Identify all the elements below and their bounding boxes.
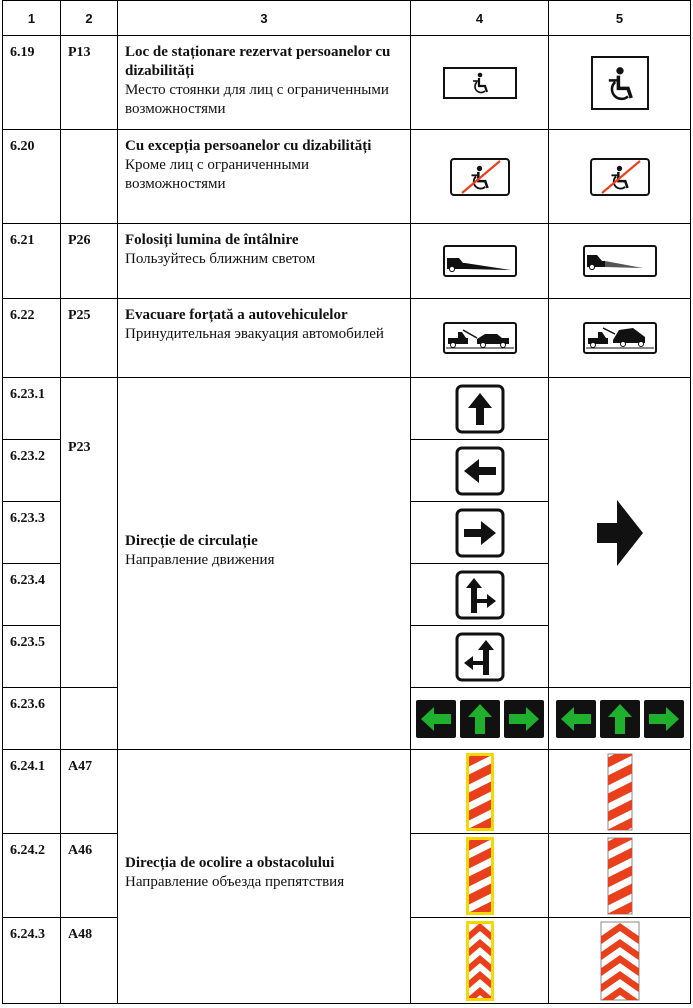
row-code: P13	[61, 36, 118, 130]
col-header-2: 2	[61, 1, 118, 36]
title-ro: Direcție de circulație	[125, 533, 258, 549]
title-ru: Направление движения	[125, 552, 275, 568]
title-ro: Folosiți lumina de întâlnire	[125, 232, 299, 248]
row-number: 6.23.5	[3, 626, 61, 688]
obstacle-stripes-right-yellow-icon	[411, 750, 549, 834]
arrow-up-left-sign-icon	[411, 626, 549, 688]
title-ro: Evacuare forțată a autovehiculelor	[125, 307, 348, 323]
table-row	[3, 130, 691, 224]
empty-code-cell	[61, 688, 118, 750]
arrow-up-sign-icon	[411, 378, 549, 440]
row-number: 6.23.4	[3, 564, 61, 626]
row-number: 6.19	[3, 36, 61, 130]
col-header-5: 5	[549, 1, 691, 36]
arrow-right-sign-icon	[411, 502, 549, 564]
table-row	[3, 224, 691, 299]
green-arrows-led-sign-icon	[549, 688, 691, 750]
tow-truck-sign-icon	[549, 299, 691, 378]
row-number: 6.24.2	[3, 834, 61, 918]
tow-truck-sign-icon	[411, 299, 549, 378]
arrow-up-right-sign-icon	[411, 564, 549, 626]
row-number: 6.21	[3, 224, 61, 299]
title-ru: Кроме лиц с ограниченными возможностями	[125, 157, 310, 192]
wheelchair-square-sign-icon	[549, 36, 691, 130]
title-ro: Loc de staționare rezervat persoanelor cu dizabilități	[125, 44, 391, 79]
row-description	[118, 750, 411, 1004]
row-code: A46	[61, 834, 118, 918]
wheelchair-sign-icon	[411, 36, 549, 130]
row-description	[118, 36, 411, 130]
low-beam-sign-icon	[549, 224, 691, 299]
row-code: A48	[61, 918, 118, 1004]
header-row	[3, 1, 691, 36]
row-code: A47	[61, 750, 118, 834]
row-number: 6.23.1	[3, 378, 61, 440]
row-description	[118, 378, 411, 750]
group-code: P23	[68, 440, 91, 455]
row-code: P25	[61, 299, 118, 378]
row-number: 6.23.6	[3, 688, 61, 750]
arrow-left-sign-icon	[411, 440, 549, 502]
row-code: P26	[61, 224, 118, 299]
row-description	[118, 299, 411, 378]
obstacle-chevrons-yellow-icon	[411, 918, 549, 1004]
obstacle-stripes-right-icon	[549, 750, 691, 834]
title-ru: Пользуйтесь ближним светом	[125, 251, 316, 267]
col-header-3: 3	[118, 1, 411, 36]
table-row	[3, 36, 691, 130]
row-number: 6.24.1	[3, 750, 61, 834]
big-arrow-right-icon	[549, 378, 691, 688]
title-ro: Direcția de ocolire a obstacolului	[125, 855, 335, 871]
col-header-4: 4	[411, 1, 549, 36]
row-number: 6.23.2	[3, 440, 61, 502]
row-code	[61, 378, 118, 688]
row-number: 6.24.3	[3, 918, 61, 1004]
obstacle-chevrons-icon	[549, 918, 691, 1004]
row-description	[118, 130, 411, 224]
table-row	[3, 750, 691, 834]
sign-catalog-table	[2, 0, 690, 1004]
title-ru: Принудительная эвакуация автомобилей	[125, 326, 384, 342]
row-number: 6.23.3	[3, 502, 61, 564]
title-ru: Направление объезда препятствия	[125, 874, 345, 890]
obstacle-stripes-left-yellow-icon	[411, 834, 549, 918]
row-number: 6.20	[3, 130, 61, 224]
row-number: 6.22	[3, 299, 61, 378]
row-code	[61, 130, 118, 224]
table-row	[3, 299, 691, 378]
col-header-1: 1	[3, 1, 61, 36]
wheelchair-crossed-sign-icon	[549, 130, 691, 224]
low-beam-sign-icon	[411, 224, 549, 299]
wheelchair-crossed-sign-icon	[411, 130, 549, 224]
table-row	[3, 378, 691, 440]
obstacle-stripes-left-icon	[549, 834, 691, 918]
row-description	[118, 224, 411, 299]
green-arrows-led-sign-icon	[411, 688, 549, 750]
title-ru: Место стоянки для лиц с ограниченными возможностями	[125, 82, 389, 117]
title-ro: Cu excepția persoanelor cu dizabilități	[125, 138, 372, 154]
